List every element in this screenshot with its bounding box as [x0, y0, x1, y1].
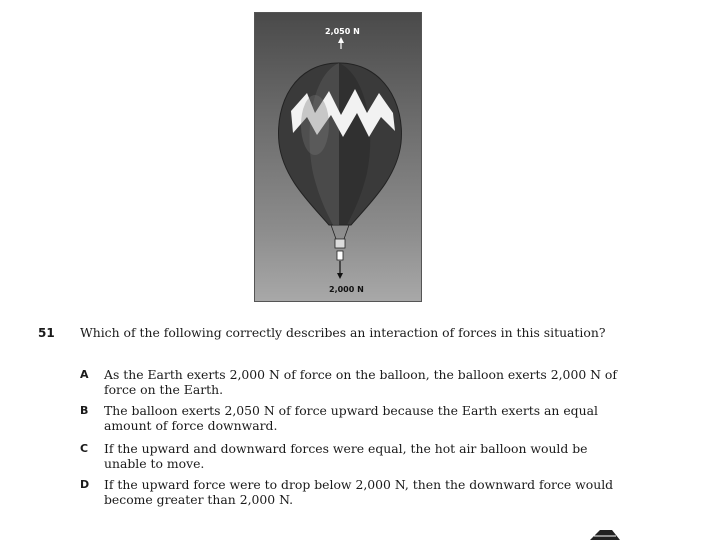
choice-letter: A [80, 368, 89, 381]
balloon-illustration [255, 13, 422, 302]
upward-force-label: 2,050 N [325, 27, 360, 36]
question-number: 51 [38, 326, 55, 340]
next-page-arrow-icon [588, 528, 622, 540]
upward-arrow-head [338, 37, 344, 43]
choice-text: As the Earth exerts 2,000 N of force on the balloon, the balloon exerts 2,000 N of force on the Earth. [104, 367, 617, 397]
choice-letter: C [80, 442, 89, 455]
downward-force-label: 2,000 N [329, 285, 364, 294]
balloon-figure [254, 12, 422, 302]
choice-text: The balloon exerts 2,050 N of force upward because the Earth exerts an equal amount of force downward. [104, 403, 598, 433]
question-stem: Which of the following correctly describes an interaction of forces in this situation? [80, 325, 606, 340]
balloon-basket [335, 239, 345, 248]
balloon-basket-lower [337, 251, 343, 260]
choice-text: If the upward force were to drop below 2,000 N, then the downward force would become greater than 2,000 N. [104, 477, 614, 507]
choice-text: If the upward and downward forces were equal, the hot air balloon would be unable to move. [104, 441, 588, 471]
balloon-rope-right [344, 225, 349, 239]
choice-letter: B [80, 404, 89, 417]
balloon-highlight [301, 95, 329, 155]
downward-arrow-head [337, 273, 343, 279]
balloon-rope-left [331, 225, 336, 239]
choice-letter: D [80, 478, 90, 491]
